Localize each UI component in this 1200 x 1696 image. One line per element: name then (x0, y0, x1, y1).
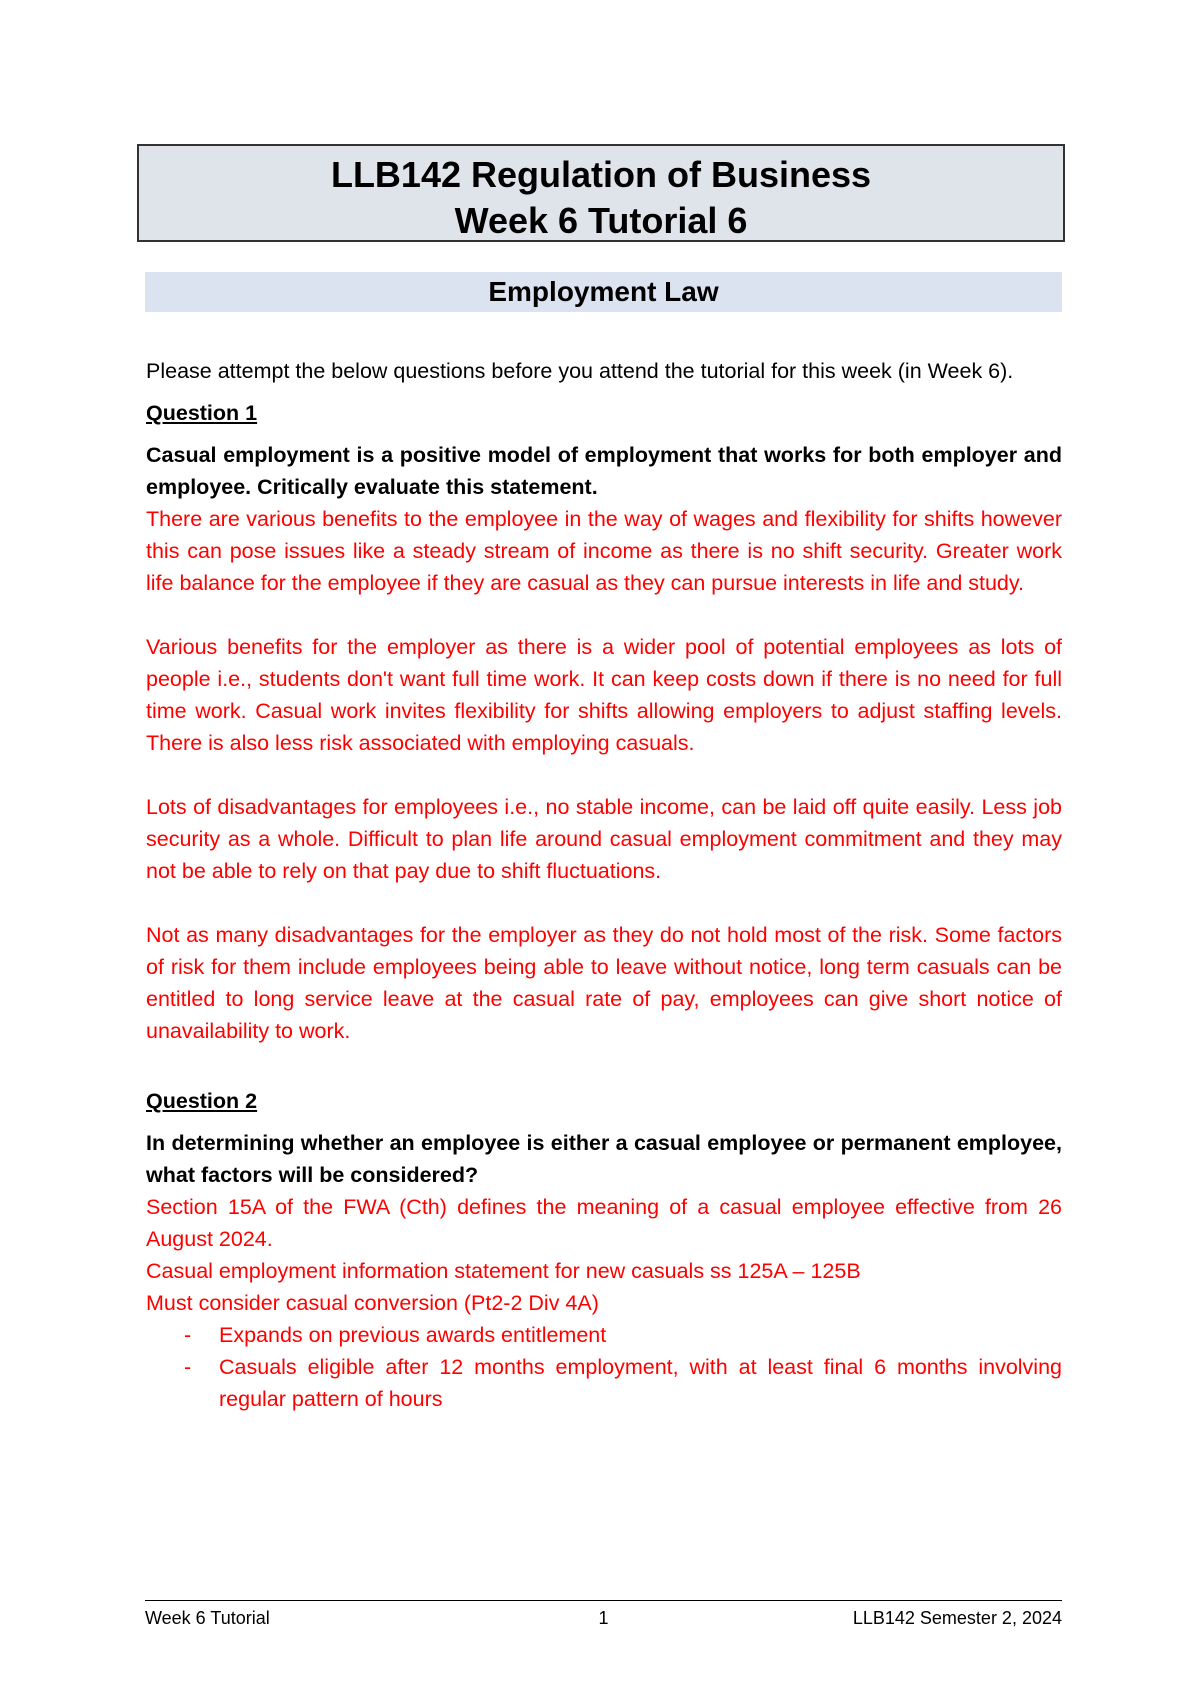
question-2-heading: Question 2 (146, 1089, 258, 1113)
question-2-prompt: In determining whether an employee is either a casual employee or permanent employee, what factors will be considered? (146, 1131, 1062, 1187)
answer-line: Must consider casual conversion (Pt2-2 Div 4A) (146, 1291, 599, 1315)
question-1-heading: Question 1 (146, 401, 258, 425)
bullet-dash: - (184, 1355, 192, 1379)
footer-left-text: Week 6 Tutorial (145, 1608, 270, 1628)
answer-paragraph: Various benefits for the employer as there is a wider pool of potential employees as lots of people i.e., students don't want full time work. It can keep costs down if there is no need for full time work. Casual work invites flexibility for shifts allowing employers to adjust staffing levels. There is also less risk associated with employing casuals. (146, 635, 1062, 755)
answer-paragraph: Not as many disadvantages for the employer as they do not hold most of the risk. Some factors of risk for them include employees being able to leave without notice, long term casuals can be entitled to long service leave at the casual rate of pay, employees can give short notice of unavailability to work. (146, 923, 1062, 1043)
list-item (146, 1351, 1062, 1415)
document-body (146, 355, 1062, 1415)
page-footer (145, 1605, 1062, 1631)
list-item-text: Expands on previous awards entitlement (219, 1323, 607, 1347)
answer-bullet-list (146, 1319, 1062, 1415)
section-heading: Employment Law (488, 276, 719, 307)
section-heading-bar (145, 272, 1062, 312)
intro-paragraph: Please attempt the below questions before you attend the tutorial for this week (in Week 6). (146, 359, 1014, 383)
list-item (146, 1319, 1062, 1351)
list-item-text: Casuals eligible after 12 months employment, with at least final 6 months involving regular pattern of hours (219, 1355, 1062, 1411)
document-title: LLB142 Regulation of Business (330, 154, 872, 195)
footer-divider (145, 1600, 1062, 1601)
answer-line: Casual employment information statement for new casuals ss 125A – 125B (146, 1259, 861, 1283)
answer-paragraph: There are various benefits to the employee in the way of wages and flexibility for shifts however this can pose issues like a steady stream of income as there is no shift security. Greater work life balance for the employee if they are casual as they can pursue interests in life and study. (146, 507, 1062, 595)
bullet-dash: - (184, 1323, 192, 1347)
footer-right-text: LLB142 Semester 2, 2024 (852, 1608, 1062, 1628)
document-subtitle: Week 6 Tutorial 6 (454, 200, 748, 241)
answer-paragraph: Lots of disadvantages for employees i.e., no stable income, can be laid off quite easily. Less job security as a whole. Difficult to plan life around casual employment commitment and they may not be able to rely on that pay due to shift fluctuations. (146, 795, 1062, 883)
page-number: 1 (598, 1608, 609, 1628)
question-1-prompt: Casual employment is a positive model of employment that works for both employer and employee. Critically evaluate this statement. (146, 443, 1062, 499)
answer-line: Section 15A of the FWA (Cth) defines the meaning of a casual employee effective from 26 August 2024. (146, 1195, 1062, 1251)
title-box (137, 144, 1065, 242)
